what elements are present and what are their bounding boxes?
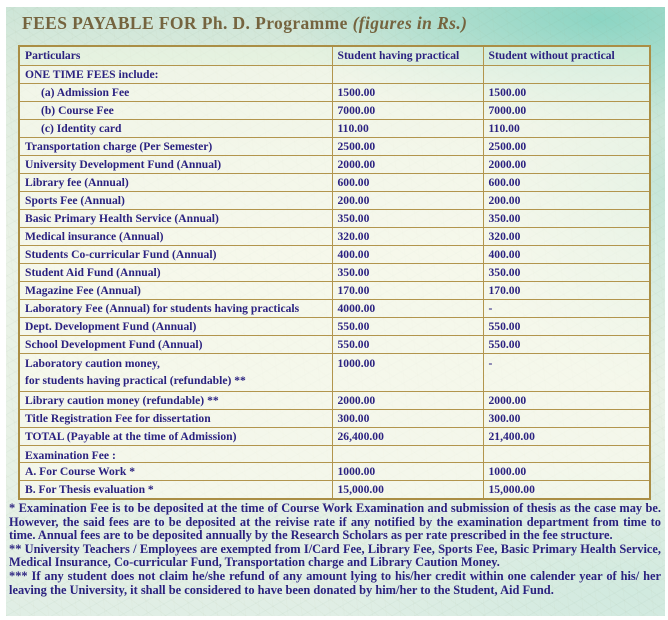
value-having-cell: 350.00	[332, 209, 483, 227]
table-row	[19, 462, 650, 480]
value-having-cell: 1000.00	[332, 353, 483, 391]
value-having-cell: 2000.00	[332, 391, 483, 409]
value-having-cell: 200.00	[332, 191, 483, 209]
table-row	[19, 137, 650, 155]
value-without-cell: -	[483, 353, 650, 391]
footnote-examination-fee: * Examination Fee is to be deposited at the time of Course Work Examination and submission of thesis as the case may be. However, the said fees are to be deposited at the reivise rate if any notified by the examination department from time to time. Annual fees are to be deposited annually by the Research Scholars as per rate prescribed in the fee structure.	[9, 501, 661, 543]
particular-cell: University Development Fund (Annual)	[19, 155, 332, 173]
fees-table-head-row	[19, 46, 650, 65]
table-row	[19, 191, 650, 209]
table-row	[19, 335, 650, 353]
value-without-cell: 1500.00	[483, 83, 650, 101]
particular-cell: Medical insurance (Annual)	[19, 227, 332, 245]
particular-cell: TOTAL (Payable at the time of Admission)	[19, 427, 332, 445]
value-without-cell: 2000.00	[483, 155, 650, 173]
value-without-cell	[483, 65, 650, 83]
particular-cell: Examination Fee :	[19, 445, 332, 462]
table-row	[19, 245, 650, 263]
value-having-cell: 350.00	[332, 263, 483, 281]
table-row	[19, 353, 650, 391]
value-having-cell: 170.00	[332, 281, 483, 299]
table-row	[19, 427, 650, 445]
table-row	[19, 155, 650, 173]
table-row	[19, 480, 650, 499]
particular-cell: Transportation charge (Per Semester)	[19, 137, 332, 155]
value-without-cell: 550.00	[483, 335, 650, 353]
table-row	[19, 409, 650, 427]
textured-paper-background	[6, 7, 665, 616]
value-having-cell: 600.00	[332, 173, 483, 191]
value-having-cell: 550.00	[332, 317, 483, 335]
particular-cell: Title Registration Fee for dissertation	[19, 409, 332, 427]
value-having-cell: 2500.00	[332, 137, 483, 155]
value-having-cell: 15,000.00	[332, 480, 483, 499]
particular-cell: Library caution money (refundable) **	[19, 391, 332, 409]
value-having-cell: 400.00	[332, 245, 483, 263]
value-having-cell: 1000.00	[332, 462, 483, 480]
value-without-cell: 1000.00	[483, 462, 650, 480]
value-having-cell: 320.00	[332, 227, 483, 245]
value-without-cell: 320.00	[483, 227, 650, 245]
particular-cell: Library fee (Annual)	[19, 173, 332, 191]
table-row	[19, 445, 650, 462]
table-row	[19, 83, 650, 101]
value-having-cell: 300.00	[332, 409, 483, 427]
value-having-cell: 26,400.00	[332, 427, 483, 445]
table-row	[19, 281, 650, 299]
table-row	[19, 317, 650, 335]
column-header-having-practical: Student having practical	[332, 46, 483, 65]
particular-cell: Laboratory Fee (Annual) for students having practicals	[19, 299, 332, 317]
fees-table-body	[19, 65, 650, 499]
value-without-cell: 550.00	[483, 317, 650, 335]
value-without-cell: 400.00	[483, 245, 650, 263]
value-having-cell	[332, 65, 483, 83]
value-without-cell: 7000.00	[483, 101, 650, 119]
value-without-cell: 350.00	[483, 209, 650, 227]
value-without-cell: -	[483, 299, 650, 317]
table-row	[19, 119, 650, 137]
particular-cell: Basic Primary Health Service (Annual)	[19, 209, 332, 227]
particular-cell: Students Co-curricular Fund (Annual)	[19, 245, 332, 263]
particular-cell: (b) Course Fee	[19, 101, 332, 119]
value-without-cell: 200.00	[483, 191, 650, 209]
particular-cell: B. For Thesis evaluation *	[19, 480, 332, 499]
value-without-cell: 21,400.00	[483, 427, 650, 445]
table-row	[19, 227, 650, 245]
value-without-cell	[483, 445, 650, 462]
value-without-cell: 300.00	[483, 409, 650, 427]
page-title	[22, 13, 467, 34]
value-without-cell: 110.00	[483, 119, 650, 137]
particular-cell: (a) Admission Fee	[19, 83, 332, 101]
column-header-without-practical: Student without practical	[483, 46, 650, 65]
value-having-cell	[332, 445, 483, 462]
particular-cell: ONE TIME FEES include:	[19, 65, 332, 83]
particular-cell: Magazine Fee (Annual)	[19, 281, 332, 299]
value-having-cell: 7000.00	[332, 101, 483, 119]
value-without-cell: 2000.00	[483, 391, 650, 409]
fees-table	[18, 45, 651, 500]
particular-cell: Sports Fee (Annual)	[19, 191, 332, 209]
footnotes-section	[9, 502, 661, 597]
particular-cell: Dept. Development Fund (Annual)	[19, 317, 332, 335]
table-row	[19, 101, 650, 119]
value-without-cell: 600.00	[483, 173, 650, 191]
value-having-cell: 110.00	[332, 119, 483, 137]
particular-cell: (c) Identity card	[19, 119, 332, 137]
page-title-figures-note: (figures in Rs.)	[352, 13, 468, 33]
table-row	[19, 173, 650, 191]
table-row	[19, 299, 650, 317]
particular-cell: Student Aid Fund (Annual)	[19, 263, 332, 281]
value-having-cell: 4000.00	[332, 299, 483, 317]
table-row	[19, 391, 650, 409]
footnote-refund-claim: *** If any student does not claim he/she refund of any amount lying to his/her credit within one calender year of his/ her leaving the University, it shall be considered to have been donated by him/her to the Student, Aid Fund.	[9, 568, 661, 597]
fees-table-container	[18, 45, 651, 500]
particular-cell: A. For Course Work *	[19, 462, 332, 480]
value-having-cell: 1500.00	[332, 83, 483, 101]
table-row	[19, 263, 650, 281]
table-row	[19, 209, 650, 227]
value-without-cell: 2500.00	[483, 137, 650, 155]
value-without-cell: 15,000.00	[483, 480, 650, 499]
particular-cell: School Development Fund (Annual)	[19, 335, 332, 353]
value-without-cell: 170.00	[483, 281, 650, 299]
value-having-cell: 2000.00	[332, 155, 483, 173]
table-row	[19, 65, 650, 83]
value-having-cell: 550.00	[332, 335, 483, 353]
particular-cell: Laboratory caution money, for students having practical (refundable) **	[19, 353, 332, 391]
footnote-exemptions: ** University Teachers / Employees are exempted from I/Card Fee, Library Fee, Sports Fee, Basic Primary Health Service, Medical Insurance, Co-curricular Fund, Transportation charge and Library Caution Money.	[9, 541, 661, 570]
value-without-cell: 350.00	[483, 263, 650, 281]
page-title-main: FEES PAYABLE FOR Ph. D. Programme	[22, 13, 353, 33]
column-header-particulars: Particulars	[19, 46, 332, 65]
